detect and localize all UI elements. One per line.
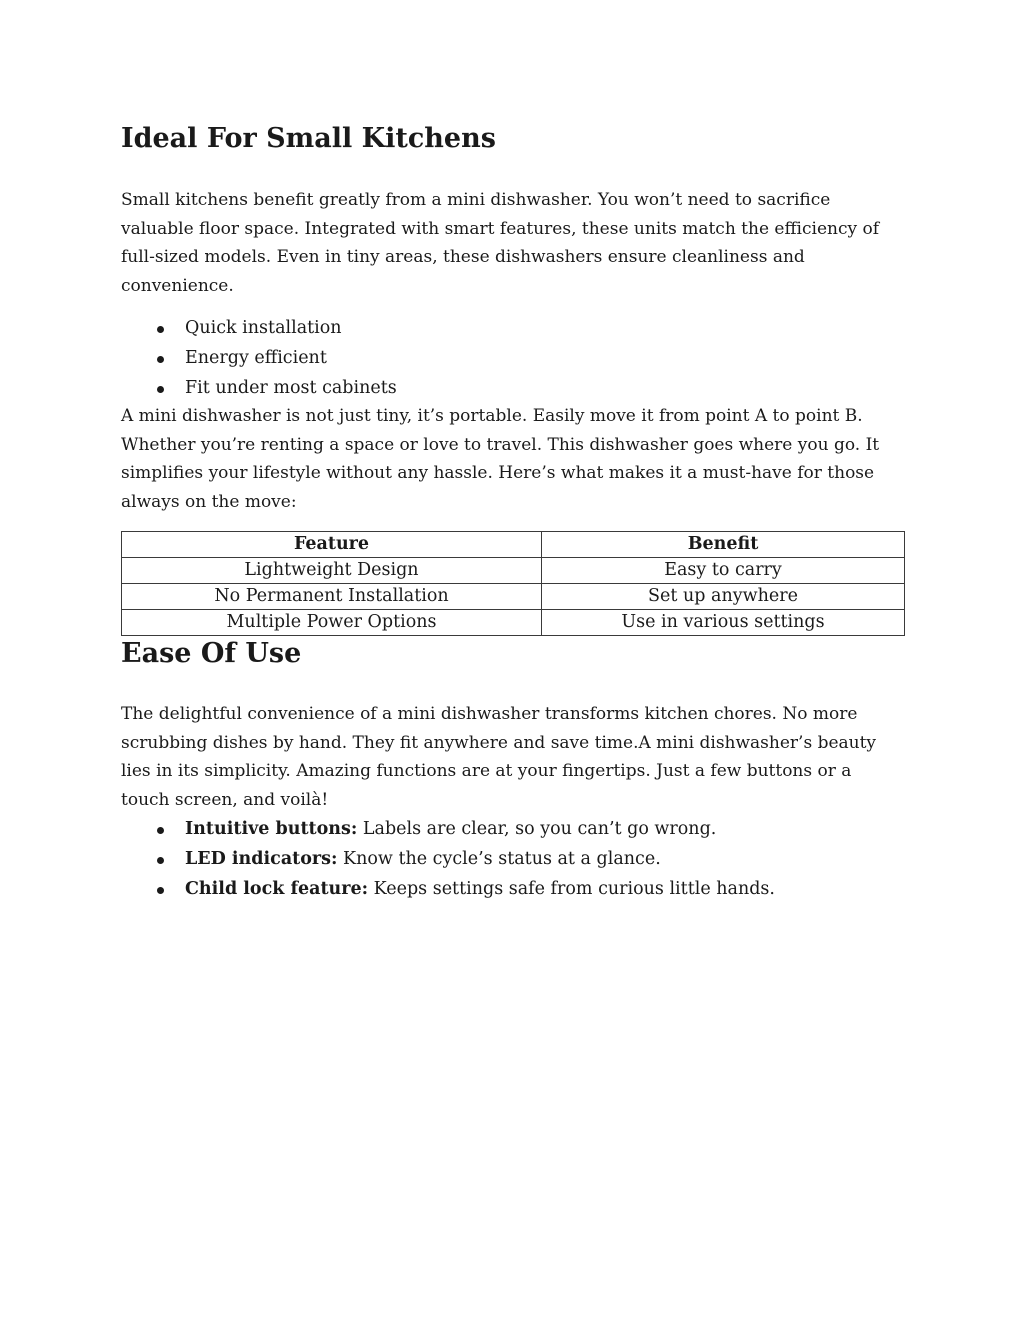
- section-heading-ease-of-use: Ease Of Use: [121, 638, 302, 669]
- list-item-term: LED indicators:: [185, 848, 338, 869]
- list-item: [121, 845, 775, 875]
- bullet-icon: [157, 386, 164, 393]
- list-item-text: Keeps settings safe from curious little hands.: [368, 878, 775, 899]
- table-cell: Lightweight Design: [122, 558, 542, 584]
- list-item-term: Intuitive buttons:: [185, 819, 358, 839]
- list-item-term: Child lock feature:: [185, 878, 369, 899]
- bullet-icon: [157, 356, 164, 363]
- features-list: [121, 815, 775, 904]
- table-row: [122, 584, 905, 610]
- table-header-feature: Feature: [122, 532, 542, 558]
- table-cell: Multiple Power Options: [122, 610, 542, 636]
- intro-paragraph: Small kitchens benefit greatly from a mini dishwasher. You won’t need to sacrifice valuable floor space. Integrated with smart features, these units match the efficiency of full-sized models. Even in tiny areas, these dishwashers ensure cleanliness and convenience.: [121, 190, 880, 297]
- table-cell: Easy to carry: [542, 558, 905, 584]
- benefits-list: [121, 314, 397, 403]
- list-item-text: Fit under most cabinets: [185, 377, 397, 398]
- bullet-icon: [157, 326, 164, 333]
- list-item: [121, 815, 775, 845]
- list-item-text: Labels are clear, so you can’t go wrong.: [357, 819, 717, 839]
- bullet-icon: [157, 827, 164, 834]
- section-heading-small-kitchens: Ideal For Small Kitchens: [121, 123, 496, 154]
- list-item: [121, 314, 397, 344]
- ease-paragraph: The delightful convenience of a mini dishwasher transforms kitchen chores. No more scrubbing dishes by hand. They fit anywhere and save time.A mini dishwasher’s beauty lies in its simplicity. Amazing functions are at your fingertips. Just a few buttons or a touch screen, and voilà!: [121, 704, 877, 811]
- table-row: [122, 558, 905, 584]
- list-item: [121, 374, 397, 404]
- table-cell: No Permanent Installation: [122, 584, 542, 610]
- table-cell: Set up anywhere: [542, 584, 905, 610]
- list-item-text: Energy efficient: [185, 347, 327, 368]
- table-row: [122, 610, 905, 636]
- bullet-icon: [157, 857, 164, 864]
- table-header-row: [122, 532, 905, 558]
- list-item-text: Know the cycle’s status at a glance.: [337, 848, 661, 869]
- table-header-benefit: Benefit: [542, 532, 905, 558]
- list-item: [121, 344, 397, 374]
- list-item: [121, 875, 775, 905]
- table-cell: Use in various settings: [542, 610, 905, 636]
- feature-benefit-table: [121, 531, 905, 636]
- portable-paragraph: A mini dishwasher is not just tiny, it’s portable. Easily move it from point A to point B. Whether you’re renting a space or love to travel. This dishwasher goes where you go. It simplifies your lifestyle without any hassle. Here’s what makes it a must-have for those always on the move:: [121, 406, 880, 513]
- list-item-text: Quick installation: [185, 318, 342, 338]
- bullet-icon: [157, 887, 164, 894]
